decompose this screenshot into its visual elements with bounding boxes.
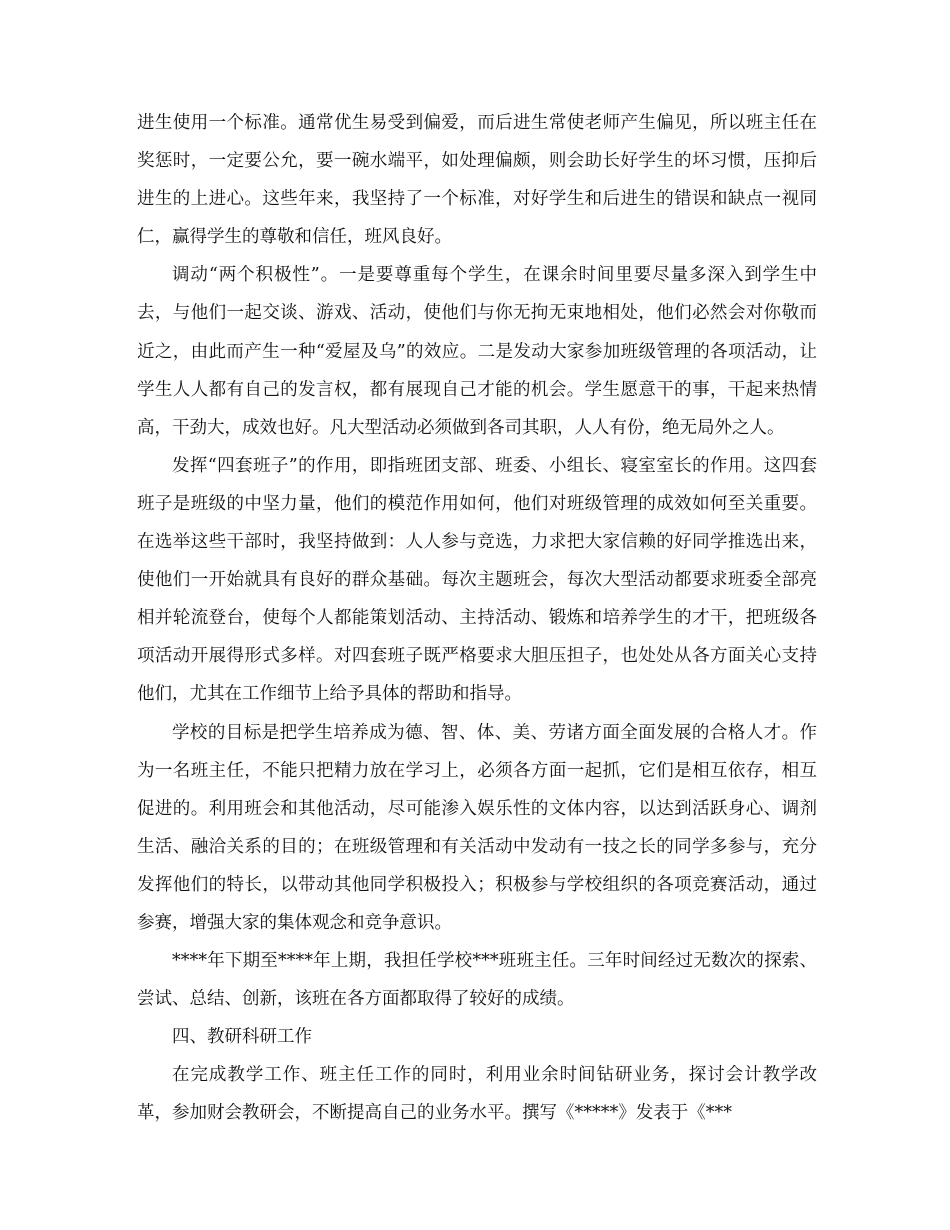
section-heading: 四、教研科研工作 xyxy=(172,1027,312,1048)
paragraph-1: 进生使用一个标准。通常优生易受到偏爱，而后进生常使老师产生偏见，所以班主任在奖惩时，一定要公允，要一碗水端平，如处理偏颇，则会助长好学生的坏习惯，压抑后进生的上进心。这些年来，我坚持了一个标准，对好学生和后进生的错误和缺点一视同仁，赢得学生的尊敬和信任，班风良好。 xyxy=(137,113,817,248)
paragraph-4: 学校的目标是把学生培养成为德、智、体、美、劳诸方面全面发展的合格人才。作为一名班主任，不能只把精力放在学习上，必须各方面一起抓，它们是相互依存，相互促进的。利用班会和其他活动，尽可能渗入娱乐性的文体内容，以达到活跃身心、调剂生活、融洽关系的目的；在班级管理和有关活动中发动有一技之长的同学多参与，充分发挥他们的特长，以带动其他同学积极投入；积极参与学校组织的各项竞赛活动，通过参赛，增强大家的集体观念和竞争意识。 xyxy=(137,722,817,933)
document-body xyxy=(137,104,817,1133)
paragraph-6: 在完成教学工作、班主任工作的同时，利用业余时间钻研业务，探讨会计教学改革，参加财会教研会，不断提高自己的业务水平。撰写《*****》发表于《*** xyxy=(137,1065,817,1124)
paragraph-5: ****年下期至****年上期，我担任学校***班班主任。三年时间经过无数次的探索、尝试、总结、创新，该班在各方面都取得了较好的成绩。 xyxy=(137,951,817,1010)
paragraph-2: 调动“两个积极性”。一是要尊重每个学生，在课余时间里要尽量多深入到学生中去，与他们一起交谈、游戏、活动，使他们与你无拘无束地相处，他们必然会对你敬而近之，由此而产生一种“爱屋及乌”的效应。二是发动大家参加班级管理的各项活动，让学生人人都有自己的发言权，都有展现自己才能的机会。学生愿意干的事，干起来热情高，干劲大，成效也好。凡大型活动必须做到各司其职，人人有份，绝无局外之人。 xyxy=(137,265,817,438)
paragraph-3: 发挥“四套班子”的作用，即指班团支部、班委、小组长、寝室室长的作用。这四套班子是班级的中坚力量，他们的模范作用如何，他们对班级管理的成效如何至关重要。在选举这些干部时，我坚持做到：人人参与竞选，力求把大家信赖的好同学推选出来，使他们一开始就具有良好的群众基础。每次主题班会，每次大型活动都要求班委全部亮相并轮流登台，使每个人都能策划活动、主持活动、锻炼和培养学生的才干，把班级各项活动开展得形式多样。对四套班子既严格要求大胆压担子，也处处从各方面关心支持他们，尤其在工作细节上给予具体的帮助和指导。 xyxy=(137,455,817,705)
